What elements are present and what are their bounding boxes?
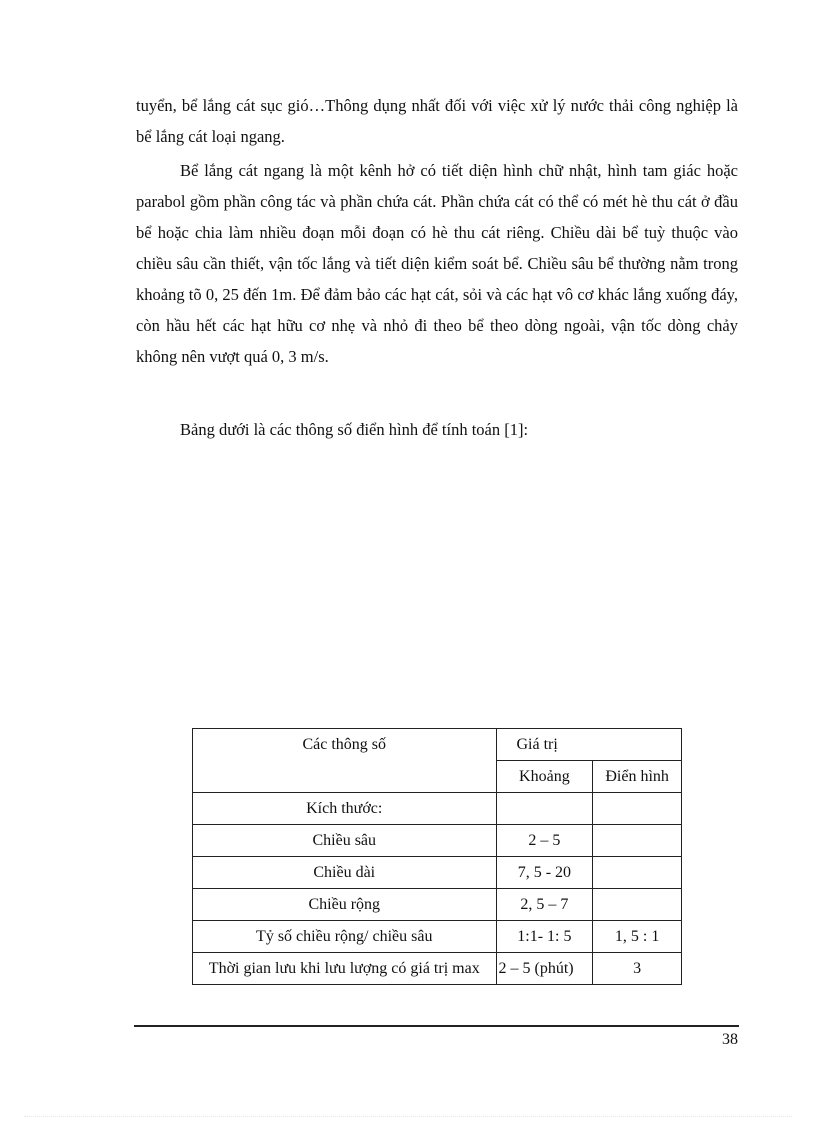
paragraph-1: tuyển, bể lắng cát sục gió…Thông dụng nhất đối với việc xử lý nước thải công nghiệp là bể lắng cát loại ngang. xyxy=(136,96,738,146)
table-row xyxy=(193,921,682,953)
typical-cell xyxy=(593,825,682,857)
paragraph-2: Bể lắng cát ngang là một kênh hở có tiết diện hình chữ nhật, hình tam giác hoặc parabol gồm phần công tác và phần chứa cát. Phần chứa cát có thể có mét hè thu cát ở đầu bể hoặc chia làm nhiều đoạn mỗi đoạn có hè thu cát riêng. Chiều dài bể tuỳ thuộc vào chiều sâu cần thiết, vận tốc lắng và tiết diện kiểm soát bể. Chiều sâu bể thường nằm trong khoảng tõ 0, 25 đến 1m. Để đảm bảo các hạt cát, sỏi và các hạt vô cơ khác lắng xuống đáy, còn hầu hết các hạt hữu cơ nhẹ và nhỏ đi theo bể theo dòng ngoài, vận tốc dòng chảy không nên vượt quá 0, 3 m/s. xyxy=(136,161,738,366)
page-bottom-border xyxy=(24,1116,792,1117)
table-row xyxy=(193,857,682,889)
typical-cell xyxy=(593,793,682,825)
footer-rule xyxy=(134,1025,739,1027)
typical-cell: 3 xyxy=(593,953,682,985)
table-row xyxy=(193,953,682,985)
header-value: Giá trị xyxy=(496,729,682,761)
page-number: 38 xyxy=(722,1031,738,1048)
table-row xyxy=(193,889,682,921)
param-cell: Chiều sâu xyxy=(193,825,497,857)
param-cell: Chiều rộng xyxy=(193,889,497,921)
typical-cell xyxy=(593,857,682,889)
header-typical: Điển hình xyxy=(593,761,682,793)
parameters-table xyxy=(192,728,682,985)
typical-cell: 1, 5 : 1 xyxy=(593,921,682,953)
header-range: Khoảng xyxy=(496,761,593,793)
range-cell: 2 – 5 (phút) xyxy=(496,953,593,985)
header-params: Các thông số xyxy=(193,729,497,793)
range-cell: 2 – 5 xyxy=(496,825,593,857)
range-cell: 7, 5 - 20 xyxy=(496,857,593,889)
param-cell: Chiều dài xyxy=(193,857,497,889)
param-cell: Tỷ số chiều rộng/ chiều sâu xyxy=(193,921,497,953)
range-cell: 2, 5 – 7 xyxy=(496,889,593,921)
typical-cell xyxy=(593,889,682,921)
table-header-row xyxy=(193,729,682,761)
param-cell: Kích thước: xyxy=(193,793,497,825)
paragraph-3: Bảng dưới là các thông số điển hình để tính toán [1]: xyxy=(180,420,529,439)
table-row xyxy=(193,793,682,825)
range-cell: 1:1- 1: 5 xyxy=(496,921,593,953)
range-cell xyxy=(496,793,593,825)
table-row xyxy=(193,825,682,857)
param-cell: Thời gian lưu khi lưu lượng có giá trị max xyxy=(193,953,497,985)
